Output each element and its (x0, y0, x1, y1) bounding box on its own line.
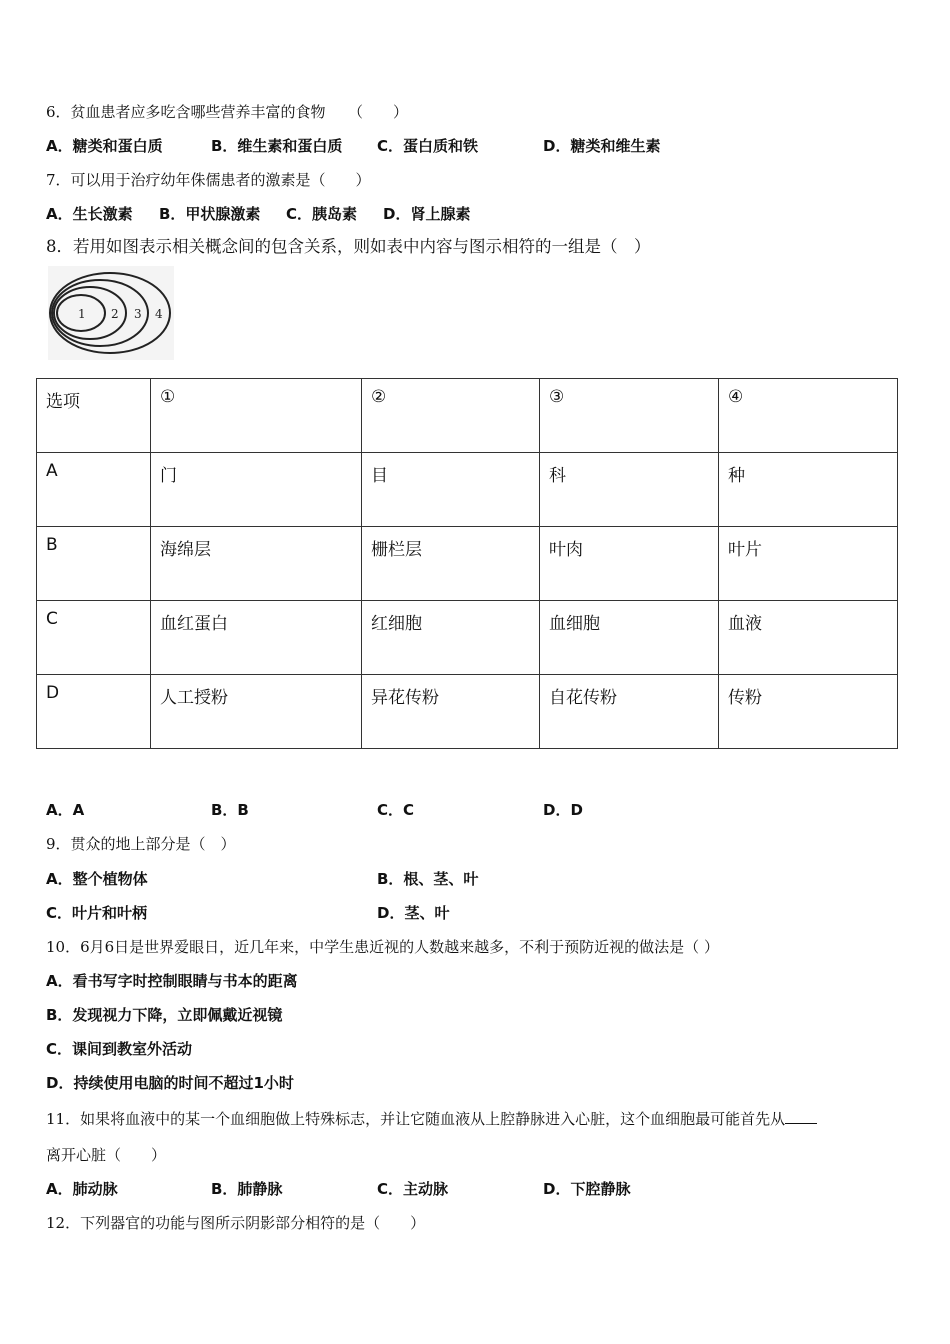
table-header-cell: ④ (719, 379, 898, 453)
q11-stem-line1 (46, 1109, 817, 1129)
q10-stem: 10．6月6日是世界爱眼日，近几年来，中学生患近视的人数越来越多，不利于预防近视的做法是（ ） (46, 938, 719, 956)
q10-option-d: D．持续使用电脑的时间不超过1小时 (46, 1074, 294, 1092)
q11-stem-text: 11．如果将血液中的某一个血细胞做上特殊标志，并让它随血液从上腔静脉进入心脏，这个血细胞最可能首先从 (46, 1110, 786, 1128)
answer-blank (785, 1109, 817, 1124)
table-header-cell: ② (362, 379, 540, 453)
q11-option-d: D．下腔静脉 (543, 1180, 631, 1198)
table-cell: 自花传粉 (540, 675, 719, 749)
q10-option-a: A．看书写字时控制眼睛与书本的距离 (46, 972, 298, 990)
q8-option-b: B．B (211, 801, 249, 819)
q9-option-c: C．叶片和叶柄 (46, 904, 148, 922)
table-row (37, 675, 898, 749)
table-cell: B (37, 527, 151, 601)
q7-stem: 7．可以用于治疗幼年侏儒患者的激素是（ ） (46, 171, 371, 189)
table-cell: 血细胞 (540, 601, 719, 675)
q12-stem: 12．下列器官的功能与图所示阴影部分相符的是（ ） (46, 1214, 426, 1232)
q10-option-b: B．发现视力下降，立即佩戴近视镜 (46, 1006, 283, 1024)
table-row (37, 527, 898, 601)
q8-option-d: D．D (543, 801, 583, 819)
q9-option-d: D．茎、叶 (377, 904, 450, 922)
table-cell: 血红蛋白 (151, 601, 362, 675)
q11-option-b: B．肺静脉 (211, 1180, 283, 1198)
q8-stem: 8．若用如图表示相关概念间的包含关系，则如表中内容与图示相符的一组是（ ） (46, 237, 651, 256)
table-cell: 海绵层 (151, 527, 362, 601)
table-cell: D (37, 675, 151, 749)
table-cell: 异花传粉 (362, 675, 540, 749)
q7-option-d: D．肾上腺素 (383, 205, 471, 223)
table-cell: 门 (151, 453, 362, 527)
q7-option-c: C．胰岛素 (286, 205, 358, 223)
q8-option-a: A．A (46, 801, 85, 819)
table-cell: 目 (362, 453, 540, 527)
table-cell: 栅栏层 (362, 527, 540, 601)
table-cell: 传粉 (719, 675, 898, 749)
table-cell: 红细胞 (362, 601, 540, 675)
q7-option-a: A．生长激素 (46, 205, 133, 223)
table-cell: 科 (540, 453, 719, 527)
diagram-label-3: 3 (134, 307, 142, 321)
table-cell: 叶片 (719, 527, 898, 601)
q10-option-c: C．课间到教室外活动 (46, 1040, 193, 1058)
q9-option-b: B．根、茎、叶 (377, 870, 479, 888)
q11-option-a: A．肺动脉 (46, 1180, 118, 1198)
table-header-row (37, 379, 898, 453)
q6-option-b: B．维生素和蛋白质 (211, 137, 343, 155)
q9-option-a: A．整个植物体 (46, 870, 148, 888)
q11-stem-line2: 离开心脏（ ） (46, 1146, 167, 1164)
table-header-cell: ③ (540, 379, 719, 453)
q9-stem: 9．贯众的地上部分是（ ） (46, 835, 236, 853)
table-cell: 血液 (719, 601, 898, 675)
diagram-label-2: 2 (111, 307, 119, 321)
q6-option-a: A．糖类和蛋白质 (46, 137, 163, 155)
table-cell: 种 (719, 453, 898, 527)
q6-stem: 6．贫血患者应多吃含哪些营养丰富的食物 （ ） (46, 103, 409, 121)
nested-ellipses-diagram (48, 266, 174, 360)
table-cell: 人工授粉 (151, 675, 362, 749)
q11-option-c: C．主动脉 (377, 1180, 449, 1198)
table-cell: A (37, 453, 151, 527)
concept-table (36, 378, 898, 749)
table-row (37, 601, 898, 675)
q7-option-b: B．甲状腺激素 (159, 205, 261, 223)
table-cell: C (37, 601, 151, 675)
diagram-label-1: 1 (78, 307, 86, 321)
q6-option-d: D．糖类和维生素 (543, 137, 661, 155)
table-cell: 叶肉 (540, 527, 719, 601)
q6-option-c: C．蛋白质和铁 (377, 137, 479, 155)
q8-option-c: C．C (377, 801, 415, 819)
table-header-cell: 选项 (37, 379, 151, 453)
diagram-label-4: 4 (155, 307, 163, 321)
table-row (37, 453, 898, 527)
table-header-cell: ① (151, 379, 362, 453)
